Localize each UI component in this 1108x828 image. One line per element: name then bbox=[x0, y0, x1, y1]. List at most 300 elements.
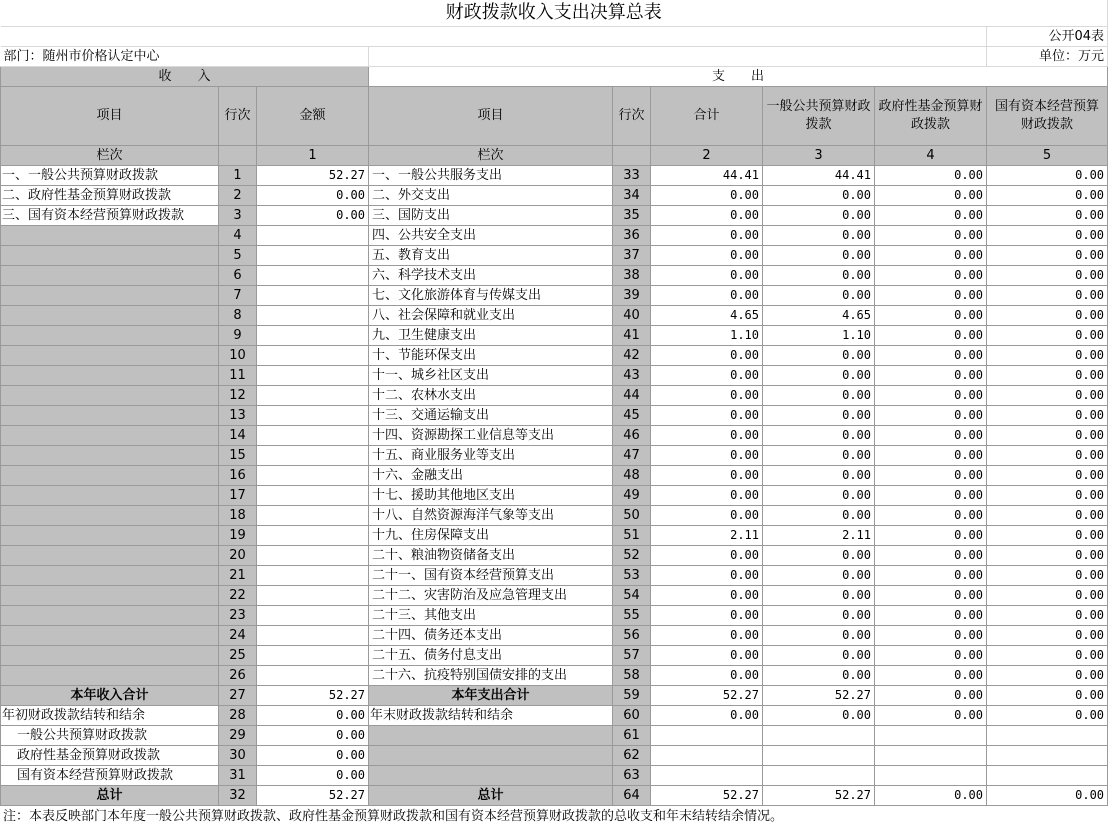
income-item bbox=[1, 666, 219, 686]
expense-line-number: 54 bbox=[613, 586, 651, 606]
table-row bbox=[1, 586, 1108, 606]
expense-total: 1.10 bbox=[651, 326, 763, 346]
expense-total: 44.41 bbox=[651, 166, 763, 186]
expense-line-number: 45 bbox=[613, 406, 651, 426]
income-line-number: 19 bbox=[219, 526, 257, 546]
expense-total: 2.11 bbox=[651, 526, 763, 546]
income-amount bbox=[257, 306, 369, 326]
income-line-number: 29 bbox=[219, 726, 257, 746]
fund-budget-header: 政府性基金预算财政拨款 bbox=[875, 87, 987, 146]
income-item: 政府性基金预算财政拨款 bbox=[1, 746, 219, 766]
expense-total: 0.00 bbox=[651, 366, 763, 386]
expense-total: 0.00 bbox=[651, 186, 763, 206]
income-line-number: 14 bbox=[219, 426, 257, 446]
expense-line-number: 37 bbox=[613, 246, 651, 266]
income-line-number: 8 bbox=[219, 306, 257, 326]
footnote: 注：本表反映部门本年度一般公共预算财政拨款、政府性基金预算财政拨款和国有资本经营预算财政拨款的总收支和年末结转结余情况。 bbox=[3, 809, 784, 824]
expense-item: 五、教育支出 bbox=[369, 246, 613, 266]
expense-item: 二、外交支出 bbox=[369, 186, 613, 206]
table-row bbox=[1, 266, 1108, 286]
expense-state-capital: 0.00 bbox=[987, 626, 1108, 646]
table-row bbox=[1, 466, 1108, 486]
expense-fund-budget: 0.00 bbox=[875, 646, 987, 666]
expense-general-budget: 4.65 bbox=[763, 306, 875, 326]
expense-general-budget: 0.00 bbox=[763, 626, 875, 646]
table-row bbox=[1, 506, 1108, 526]
expense-fund-budget: 0.00 bbox=[875, 206, 987, 226]
income-item bbox=[1, 306, 219, 326]
income-amount bbox=[257, 346, 369, 366]
expense-total: 0.00 bbox=[651, 706, 763, 726]
expense-total: 52.27 bbox=[651, 786, 763, 806]
income-amount bbox=[257, 326, 369, 346]
expense-general-budget bbox=[763, 746, 875, 766]
income-amount bbox=[257, 266, 369, 286]
expense-fund-budget: 0.00 bbox=[875, 246, 987, 266]
expense-state-capital: 0.00 bbox=[987, 646, 1108, 666]
expense-item: 年末财政拨款结转和结余 bbox=[369, 706, 613, 726]
expense-total: 0.00 bbox=[651, 426, 763, 446]
income-item bbox=[1, 386, 219, 406]
income-line-number: 15 bbox=[219, 446, 257, 466]
expense-general-budget: 0.00 bbox=[763, 566, 875, 586]
expense-state-capital bbox=[987, 746, 1108, 766]
expense-line-number: 40 bbox=[613, 306, 651, 326]
expense-fund-budget: 0.00 bbox=[875, 606, 987, 626]
expense-general-budget: 52.27 bbox=[763, 686, 875, 706]
expense-fund-budget: 0.00 bbox=[875, 666, 987, 686]
expense-item: 七、文化旅游体育与传媒支出 bbox=[369, 286, 613, 306]
income-amount: 52.27 bbox=[257, 786, 369, 806]
income-item bbox=[1, 586, 219, 606]
expense-line-number: 61 bbox=[613, 726, 651, 746]
expense-item: 十九、住房保障支出 bbox=[369, 526, 613, 546]
expense-item: 十七、援助其他地区支出 bbox=[369, 486, 613, 506]
table-row bbox=[1, 366, 1108, 386]
column-index-label: 栏次 bbox=[1, 146, 219, 166]
expense-line-number: 59 bbox=[613, 686, 651, 706]
expense-fund-budget: 0.00 bbox=[875, 366, 987, 386]
expense-total bbox=[651, 746, 763, 766]
expense-state-capital: 0.00 bbox=[987, 506, 1108, 526]
expense-state-capital: 0.00 bbox=[987, 706, 1108, 726]
income-item bbox=[1, 446, 219, 466]
expense-fund-budget: 0.00 bbox=[875, 286, 987, 306]
total-header: 合计 bbox=[651, 87, 763, 146]
income-line-number: 11 bbox=[219, 366, 257, 386]
income-line-number: 5 bbox=[219, 246, 257, 266]
expense-item: 二十六、抗疫特别国债安排的支出 bbox=[369, 666, 613, 686]
expense-fund-budget: 0.00 bbox=[875, 406, 987, 426]
table-row bbox=[1, 346, 1108, 366]
expense-total: 52.27 bbox=[651, 686, 763, 706]
expense-total: 0.00 bbox=[651, 666, 763, 686]
income-line-number: 25 bbox=[219, 646, 257, 666]
income-amount: 52.27 bbox=[257, 686, 369, 706]
income-amount bbox=[257, 446, 369, 466]
income-item bbox=[1, 526, 219, 546]
expense-total: 0.00 bbox=[651, 266, 763, 286]
income-line-number: 21 bbox=[219, 566, 257, 586]
state-capital-header: 国有资本经营预算财政拨款 bbox=[987, 87, 1108, 146]
expense-line-number: 49 bbox=[613, 486, 651, 506]
expense-item: 一、一般公共服务支出 bbox=[369, 166, 613, 186]
table-row bbox=[1, 246, 1108, 266]
expense-section-header: 支 出 bbox=[369, 67, 1108, 87]
income-amount bbox=[257, 526, 369, 546]
income-amount bbox=[257, 286, 369, 306]
income-item bbox=[1, 646, 219, 666]
income-item bbox=[1, 406, 219, 426]
expense-item: 四、公共安全支出 bbox=[369, 226, 613, 246]
expense-general-budget: 0.00 bbox=[763, 646, 875, 666]
expense-item: 二十一、国有资本经营预算支出 bbox=[369, 566, 613, 586]
expense-general-budget: 0.00 bbox=[763, 546, 875, 566]
expense-general-budget: 0.00 bbox=[763, 606, 875, 626]
income-item bbox=[1, 486, 219, 506]
expense-item: 十六、金融支出 bbox=[369, 466, 613, 486]
expense-line-number: 57 bbox=[613, 646, 651, 666]
income-amount bbox=[257, 386, 369, 406]
expense-state-capital: 0.00 bbox=[987, 486, 1108, 506]
general-budget-header: 一般公共预算财政拨款 bbox=[763, 87, 875, 146]
expense-fund-budget: 0.00 bbox=[875, 186, 987, 206]
expense-line-number: 38 bbox=[613, 266, 651, 286]
expense-general-budget: 0.00 bbox=[763, 386, 875, 406]
expense-fund-budget: 0.00 bbox=[875, 626, 987, 646]
income-amount bbox=[257, 486, 369, 506]
expense-state-capital: 0.00 bbox=[987, 226, 1108, 246]
expense-fund-budget bbox=[875, 766, 987, 786]
income-line-number: 7 bbox=[219, 286, 257, 306]
expense-total: 0.00 bbox=[651, 286, 763, 306]
expense-general-budget: 0.00 bbox=[763, 426, 875, 446]
expense-line-number: 35 bbox=[613, 206, 651, 226]
expense-item: 十五、商业服务业等支出 bbox=[369, 446, 613, 466]
expense-total: 0.00 bbox=[651, 506, 763, 526]
expense-general-budget: 0.00 bbox=[763, 446, 875, 466]
expense-general-budget: 0.00 bbox=[763, 366, 875, 386]
expense-state-capital: 0.00 bbox=[987, 246, 1108, 266]
table-row bbox=[1, 326, 1108, 346]
income-amount bbox=[257, 466, 369, 486]
expense-total bbox=[651, 766, 763, 786]
income-amount bbox=[257, 566, 369, 586]
income-item: 二、政府性基金预算财政拨款 bbox=[1, 186, 219, 206]
expense-state-capital: 0.00 bbox=[987, 386, 1108, 406]
expense-general-budget: 0.00 bbox=[763, 246, 875, 266]
income-line-number: 12 bbox=[219, 386, 257, 406]
income-amount bbox=[257, 626, 369, 646]
expense-line-number: 33 bbox=[613, 166, 651, 186]
table-row bbox=[1, 226, 1108, 246]
expense-state-capital: 0.00 bbox=[987, 666, 1108, 686]
table-row bbox=[1, 626, 1108, 646]
expense-fund-budget: 0.00 bbox=[875, 166, 987, 186]
expense-general-budget: 0.00 bbox=[763, 286, 875, 306]
income-line-number: 18 bbox=[219, 506, 257, 526]
expense-line-number: 43 bbox=[613, 366, 651, 386]
expense-general-budget bbox=[763, 766, 875, 786]
table-row bbox=[1, 526, 1108, 546]
income-line-number: 1 bbox=[219, 166, 257, 186]
expense-line-header: 行次 bbox=[613, 87, 651, 146]
expense-general-budget: 0.00 bbox=[763, 266, 875, 286]
income-amount: 0.00 bbox=[257, 766, 369, 786]
table-row bbox=[1, 566, 1108, 586]
income-item bbox=[1, 226, 219, 246]
expense-general-budget: 0.00 bbox=[763, 466, 875, 486]
income-item bbox=[1, 326, 219, 346]
expense-line-number: 44 bbox=[613, 386, 651, 406]
expense-total: 0.00 bbox=[651, 206, 763, 226]
income-amount: 52.27 bbox=[257, 166, 369, 186]
expense-total: 0.00 bbox=[651, 586, 763, 606]
expense-state-capital: 0.00 bbox=[987, 266, 1108, 286]
expense-state-capital: 0.00 bbox=[987, 286, 1108, 306]
table-row bbox=[1, 386, 1108, 406]
table-row bbox=[1, 546, 1108, 566]
expense-line-number: 58 bbox=[613, 666, 651, 686]
expense-total: 0.00 bbox=[651, 406, 763, 426]
expense-state-capital: 0.00 bbox=[987, 446, 1108, 466]
expense-fund-budget: 0.00 bbox=[875, 226, 987, 246]
table-row bbox=[1, 786, 1108, 806]
expense-general-budget: 0.00 bbox=[763, 706, 875, 726]
expense-item: 九、卫生健康支出 bbox=[369, 326, 613, 346]
income-line-number: 32 bbox=[219, 786, 257, 806]
expense-state-capital: 0.00 bbox=[987, 686, 1108, 706]
expense-fund-budget: 0.00 bbox=[875, 586, 987, 606]
income-item: 一、一般公共预算财政拨款 bbox=[1, 166, 219, 186]
expense-fund-budget: 0.00 bbox=[875, 326, 987, 346]
income-item: 三、国有资本经营预算财政拨款 bbox=[1, 206, 219, 226]
table-row bbox=[1, 726, 1108, 746]
expense-line-number: 63 bbox=[613, 766, 651, 786]
income-amount bbox=[257, 426, 369, 446]
table-row bbox=[1, 666, 1108, 686]
income-amount: 0.00 bbox=[257, 706, 369, 726]
expense-fund-budget: 0.00 bbox=[875, 446, 987, 466]
table-row bbox=[1, 486, 1108, 506]
table-row bbox=[1, 706, 1108, 726]
expense-fund-budget: 0.00 bbox=[875, 426, 987, 446]
unit-label: 单位：万元 bbox=[987, 47, 1108, 67]
expense-fund-budget: 0.00 bbox=[875, 466, 987, 486]
expense-item: 二十、粮油物资储备支出 bbox=[369, 546, 613, 566]
expense-general-budget: 0.00 bbox=[763, 666, 875, 686]
expense-line-number: 50 bbox=[613, 506, 651, 526]
column-index-5: 5 bbox=[987, 146, 1108, 166]
income-amount: 0.00 bbox=[257, 186, 369, 206]
expense-general-budget: 52.27 bbox=[763, 786, 875, 806]
expense-general-budget: 1.10 bbox=[763, 326, 875, 346]
expense-item: 二十三、其他支出 bbox=[369, 606, 613, 626]
income-item bbox=[1, 506, 219, 526]
expense-item: 十八、自然资源海洋气象等支出 bbox=[369, 506, 613, 526]
income-line-number: 20 bbox=[219, 546, 257, 566]
table-row bbox=[1, 206, 1108, 226]
expense-item: 本年支出合计 bbox=[369, 686, 613, 706]
income-line-header: 行次 bbox=[219, 87, 257, 146]
expense-fund-budget: 0.00 bbox=[875, 266, 987, 286]
expense-line-number: 56 bbox=[613, 626, 651, 646]
table-row bbox=[1, 766, 1108, 786]
income-amount bbox=[257, 506, 369, 526]
expense-item: 二十四、债务还本支出 bbox=[369, 626, 613, 646]
expense-state-capital: 0.00 bbox=[987, 206, 1108, 226]
expense-fund-budget bbox=[875, 746, 987, 766]
expense-general-budget: 0.00 bbox=[763, 506, 875, 526]
expense-general-budget: 0.00 bbox=[763, 486, 875, 506]
income-amount bbox=[257, 586, 369, 606]
expense-line-number: 48 bbox=[613, 466, 651, 486]
expense-item: 总计 bbox=[369, 786, 613, 806]
table-row bbox=[1, 746, 1108, 766]
expense-general-budget: 2.11 bbox=[763, 526, 875, 546]
income-line-number: 9 bbox=[219, 326, 257, 346]
income-amount: 0.00 bbox=[257, 746, 369, 766]
expense-total: 0.00 bbox=[651, 346, 763, 366]
expense-item: 十三、交通运输支出 bbox=[369, 406, 613, 426]
expense-item: 十、节能环保支出 bbox=[369, 346, 613, 366]
expense-total: 0.00 bbox=[651, 486, 763, 506]
expense-state-capital: 0.00 bbox=[987, 306, 1108, 326]
income-line-number: 23 bbox=[219, 606, 257, 626]
expense-general-budget: 0.00 bbox=[763, 406, 875, 426]
income-line-number: 31 bbox=[219, 766, 257, 786]
table-row bbox=[1, 446, 1108, 466]
income-line-number: 2 bbox=[219, 186, 257, 206]
expense-state-capital bbox=[987, 726, 1108, 746]
expense-state-capital: 0.00 bbox=[987, 786, 1108, 806]
expense-fund-budget: 0.00 bbox=[875, 566, 987, 586]
expense-fund-budget: 0.00 bbox=[875, 546, 987, 566]
column-index-label: 栏次 bbox=[369, 146, 613, 166]
expense-fund-budget: 0.00 bbox=[875, 706, 987, 726]
income-line-number: 27 bbox=[219, 686, 257, 706]
expense-item: 二十五、债务付息支出 bbox=[369, 646, 613, 666]
expense-fund-budget: 0.00 bbox=[875, 506, 987, 526]
expense-line-number: 55 bbox=[613, 606, 651, 626]
income-item: 本年收入合计 bbox=[1, 686, 219, 706]
expense-line-number: 41 bbox=[613, 326, 651, 346]
table-row bbox=[1, 646, 1108, 666]
expense-general-budget: 0.00 bbox=[763, 186, 875, 206]
income-amount bbox=[257, 406, 369, 426]
income-item bbox=[1, 546, 219, 566]
expense-fund-budget: 0.00 bbox=[875, 346, 987, 366]
expense-state-capital: 0.00 bbox=[987, 406, 1108, 426]
income-line-number: 3 bbox=[219, 206, 257, 226]
column-index-4: 4 bbox=[875, 146, 987, 166]
income-line-number: 6 bbox=[219, 266, 257, 286]
expense-item: 十四、资源勘探工业信息等支出 bbox=[369, 426, 613, 446]
expense-line-number: 60 bbox=[613, 706, 651, 726]
expense-line-number: 34 bbox=[613, 186, 651, 206]
income-amount-header: 金额 bbox=[257, 87, 369, 146]
income-amount bbox=[257, 246, 369, 266]
income-item bbox=[1, 366, 219, 386]
expense-total: 0.00 bbox=[651, 566, 763, 586]
expense-item: 十二、农林水支出 bbox=[369, 386, 613, 406]
column-index-1: 1 bbox=[257, 146, 369, 166]
income-amount bbox=[257, 606, 369, 626]
expense-state-capital: 0.00 bbox=[987, 346, 1108, 366]
expense-state-capital: 0.00 bbox=[987, 366, 1108, 386]
page-title: 财政拨款收入支出决算总表 bbox=[1, 0, 1108, 27]
income-amount bbox=[257, 646, 369, 666]
department-label: 部门：随州市价格认定中心 bbox=[1, 47, 369, 67]
income-line-number: 4 bbox=[219, 226, 257, 246]
table-row bbox=[1, 406, 1108, 426]
expense-item: 二十二、灾害防治及应急管理支出 bbox=[369, 586, 613, 606]
expense-line-number: 53 bbox=[613, 566, 651, 586]
income-item bbox=[1, 346, 219, 366]
expense-general-budget: 0.00 bbox=[763, 346, 875, 366]
expense-general-budget: 0.00 bbox=[763, 586, 875, 606]
income-item bbox=[1, 246, 219, 266]
expense-total: 0.00 bbox=[651, 606, 763, 626]
expense-item bbox=[369, 746, 613, 766]
expense-state-capital bbox=[987, 766, 1108, 786]
expense-fund-budget: 0.00 bbox=[875, 306, 987, 326]
form-code: 公开04表 bbox=[987, 27, 1108, 47]
expense-line-number: 46 bbox=[613, 426, 651, 446]
income-amount bbox=[257, 666, 369, 686]
expense-total: 0.00 bbox=[651, 646, 763, 666]
expense-fund-budget: 0.00 bbox=[875, 526, 987, 546]
income-item bbox=[1, 626, 219, 646]
expense-state-capital: 0.00 bbox=[987, 546, 1108, 566]
expense-general-budget: 44.41 bbox=[763, 166, 875, 186]
income-item bbox=[1, 606, 219, 626]
expense-fund-budget: 0.00 bbox=[875, 686, 987, 706]
table-row bbox=[1, 306, 1108, 326]
expense-fund-budget bbox=[875, 726, 987, 746]
expense-line-number: 47 bbox=[613, 446, 651, 466]
expense-state-capital: 0.00 bbox=[987, 426, 1108, 446]
income-line-number: 16 bbox=[219, 466, 257, 486]
expense-item: 六、科学技术支出 bbox=[369, 266, 613, 286]
income-section-header: 收 入 bbox=[1, 67, 369, 87]
income-line-number: 22 bbox=[219, 586, 257, 606]
expense-total: 0.00 bbox=[651, 226, 763, 246]
expense-state-capital: 0.00 bbox=[987, 166, 1108, 186]
expense-item-header: 项目 bbox=[369, 87, 613, 146]
expense-line-number: 51 bbox=[613, 526, 651, 546]
income-item bbox=[1, 266, 219, 286]
expense-state-capital: 0.00 bbox=[987, 586, 1108, 606]
expense-total: 0.00 bbox=[651, 626, 763, 646]
expense-total: 0.00 bbox=[651, 546, 763, 566]
expense-line-number: 62 bbox=[613, 746, 651, 766]
income-line-number: 10 bbox=[219, 346, 257, 366]
income-item: 国有资本经营预算财政拨款 bbox=[1, 766, 219, 786]
expense-general-budget: 0.00 bbox=[763, 206, 875, 226]
income-amount: 0.00 bbox=[257, 726, 369, 746]
table-row bbox=[1, 686, 1108, 706]
expense-state-capital: 0.00 bbox=[987, 466, 1108, 486]
income-line-number: 26 bbox=[219, 666, 257, 686]
expense-general-budget bbox=[763, 726, 875, 746]
table-row bbox=[1, 166, 1108, 186]
expense-item: 十一、城乡社区支出 bbox=[369, 366, 613, 386]
income-amount: 0.00 bbox=[257, 206, 369, 226]
income-line-number: 28 bbox=[219, 706, 257, 726]
table-row bbox=[1, 426, 1108, 446]
expense-item: 八、社会保障和就业支出 bbox=[369, 306, 613, 326]
